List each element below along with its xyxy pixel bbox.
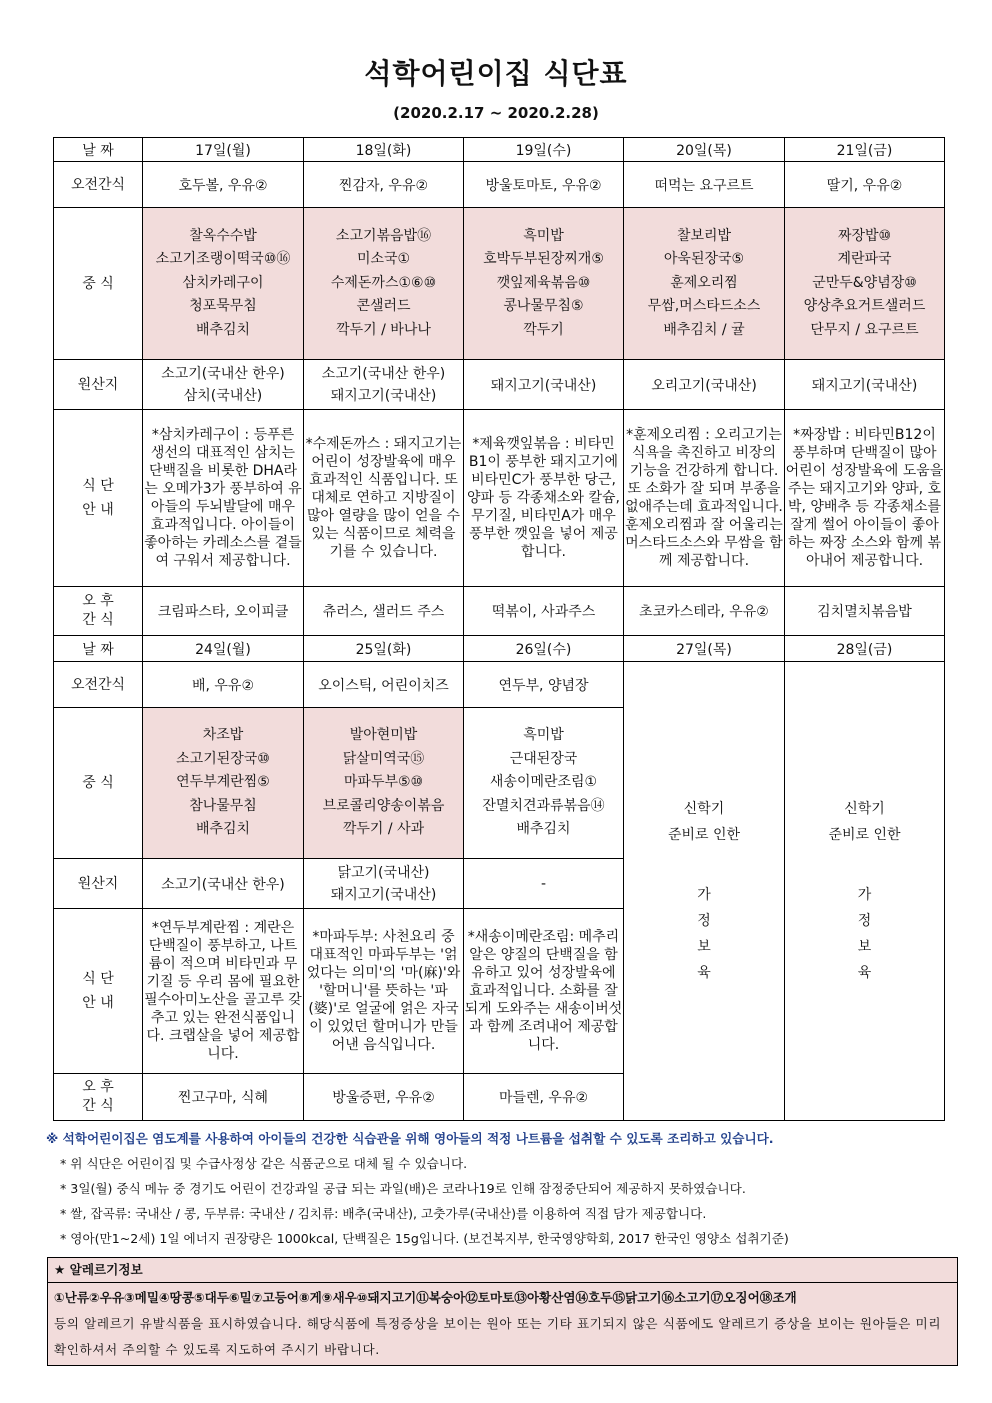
menu-item: 호박두부된장찌개⑤ xyxy=(483,251,604,268)
menu-item: 차조밥 xyxy=(202,727,244,744)
origin-item: 오리고기(국내산) xyxy=(651,377,757,394)
menu-item: 흑미밥 xyxy=(523,727,564,744)
menu-item: 찰보리밥 xyxy=(676,227,732,244)
menu-item: 양상추요거트샐러드 xyxy=(803,298,926,315)
menu-item: 미소국① xyxy=(356,251,411,268)
date-label: 날 짜 xyxy=(54,138,143,162)
menu-item: 찰옥수수밥 xyxy=(189,227,257,244)
closed-char: 정 xyxy=(857,913,872,929)
menu-item: 짜장밥⑩ xyxy=(837,227,892,244)
origin-cell xyxy=(785,360,945,410)
closed-char: 보 xyxy=(857,939,872,955)
am-snack-cell: 방울토마토, 우유② xyxy=(464,162,624,208)
note-item: * 3일(월) 중식 메뉴 중 경기도 어린이 건강과일 공급 되는 과일(배)은 코라나19로 인해 잠정중단되어 제공하지 못하였습니다. xyxy=(60,1181,746,1196)
closed-char: 정 xyxy=(697,913,711,929)
closed-line: 신학기 xyxy=(683,801,725,817)
menu-item: 소고기볶음밥⑯ xyxy=(335,227,432,244)
guide-cell: *연두부계란찜 : 계란은 단백질이 풍부하고, 나트륨이 적으며 비타민과 무기질 등 우리 몸에 필요한 필수아미노산을 골고루 갖추고 있는 완전식품입니다. 크랩살을 넣어 제공합니다. xyxy=(143,909,304,1074)
notes-section xyxy=(46,1127,956,1251)
menu-item: 새송이메란조림① xyxy=(489,774,598,791)
week1-pm-snack-row xyxy=(54,587,945,636)
closed-line: 신학기 xyxy=(844,801,885,817)
origin-item: 소고기(국내산 한우) xyxy=(161,365,285,382)
origin-item: 닭고기(국내산) xyxy=(337,864,430,881)
closed-char: 육 xyxy=(857,965,872,981)
day-header: 19일(수) xyxy=(464,138,624,162)
am-snack-cell: 호두볼, 우유② xyxy=(143,162,304,208)
menu-item: 계란파국 xyxy=(837,251,892,268)
pm-snack-cell: 크림파스타, 오이피클 xyxy=(143,587,304,636)
day-header: 27일(목) xyxy=(624,636,785,662)
week1-lunch-row xyxy=(54,208,945,360)
guide-label-line: 안 내 xyxy=(82,995,114,1011)
menu-table xyxy=(53,137,945,1121)
pm-snack-label xyxy=(54,587,143,636)
day-header: 20일(목) xyxy=(624,138,785,162)
lunch-cell xyxy=(464,708,624,859)
menu-item: 콘샐러드 xyxy=(356,298,411,315)
day-header: 18일(화) xyxy=(304,138,464,162)
am-snack-cell: 연두부, 양념장 xyxy=(464,662,624,708)
closed-notice-thu xyxy=(624,662,785,1121)
origin-cell xyxy=(143,859,304,909)
am-snack-cell: 딸기, 우유② xyxy=(785,162,945,208)
guide-cell: *제육깻잎볶음 : 비타민 B1이 풍부한 돼지고기에 비타민C가 풍부한 당근, 양파 등 각종채소와 칼슘, 무기질, 비타민A가 매우 풍부한 깻잎을 넣어 제공합니다. xyxy=(464,410,624,587)
menu-item: 콩나물무침⑤ xyxy=(503,298,584,315)
week2-am-snack-row xyxy=(54,662,945,708)
lunch-cell xyxy=(785,208,945,360)
guide-label-line: 안 내 xyxy=(82,502,114,518)
origin-item: 돼지고기(국내산) xyxy=(490,377,597,394)
origin-item: 돼지고기(국내산) xyxy=(330,387,437,404)
menu-item: 소고기조랭이떡국⑩⑯ xyxy=(155,251,291,268)
origin-cell xyxy=(304,859,464,909)
lunch-cell xyxy=(143,208,304,360)
allergy-body xyxy=(48,1283,957,1365)
lunch-label: 중 식 xyxy=(54,708,143,859)
origin-cell xyxy=(624,360,785,410)
day-header: 28일(금) xyxy=(785,636,945,662)
allergy-list: ①난류②우유③메밀④땅콩⑤대두⑥밀⑦고등어⑧게⑨새우⑩돼지고기⑪복숭아⑫토마토⑬아황산염⑭호두⑮닭고기⑯소고기⑰오징어⑱조개 xyxy=(54,1290,797,1305)
menu-item: 훈제오리찜 xyxy=(670,274,738,291)
origin-item: 돼지고기(국내산) xyxy=(811,377,918,394)
menu-item: 배추김치 xyxy=(195,321,251,338)
allergy-title: ★ 알레르기정보 xyxy=(48,1258,957,1283)
menu-item: 단무지 / 요구르트 xyxy=(810,321,919,338)
menu-item: 깍두기 / 바나나 xyxy=(336,321,431,338)
guide-cell: *새송이메란조림: 메추리알은 양질의 단백질을 함유하고 있어 성장발육에 효과적입니다. 소화를 잘되게 도와주는 새송이버섯과 함께 조려내어 제공합니다. xyxy=(464,909,624,1074)
menu-item: 군만두&양념장⑩ xyxy=(812,274,917,291)
day-header: 21일(금) xyxy=(785,138,945,162)
guide-label xyxy=(54,909,143,1074)
guide-cell: *수제돈까스 : 돼지고기는 어린이 성장발육에 매우 효과적인 식품입니다. 또 대체로 연하고 지방질이 많아 열량을 많이 얻을 수 있는 식품이므로 체력을 기를 수 있습니다. xyxy=(304,410,464,587)
menu-item: 근대된장국 xyxy=(509,750,578,767)
guide-cell: *훈제오리찜 : 오리고기는 식욕을 촉진하고 비장의 기능을 건강하게 합니다. 또 소화가 잘 되며 부종을 없애주는데 효과적입니다. 훈제오리찜과 잘 어울리는 머스타드소스와 무쌈을 함께 제공합니다. xyxy=(624,410,785,587)
am-snack-label: 오전간식 xyxy=(54,162,143,208)
guide-label-line: 식 단 xyxy=(82,971,114,987)
origin-cell xyxy=(464,360,624,410)
menu-item: 소고기된장국⑩ xyxy=(176,750,270,767)
lunch-cell xyxy=(143,708,304,859)
pm-snack-cell: 떡볶이, 사과주스 xyxy=(464,587,624,636)
lunch-label: 중 식 xyxy=(54,208,143,360)
closed-char: 육 xyxy=(697,965,711,981)
week1-guide-row xyxy=(54,410,945,587)
closed-line: 준비로 인한 xyxy=(667,827,741,843)
lunch-cell xyxy=(304,208,464,360)
menu-item: 참나물무침 xyxy=(189,797,257,814)
am-snack-cell: 찐감자, 우유② xyxy=(304,162,464,208)
pm-snack-cell: 츄러스, 샐러드 주스 xyxy=(304,587,464,636)
origin-item: - xyxy=(540,875,547,892)
menu-item: 닭살미역국⑮ xyxy=(342,750,425,767)
origin-cell xyxy=(464,859,624,909)
pm-snack-cell: 초코카스테라, 우유② xyxy=(624,587,785,636)
allergy-box xyxy=(47,1257,958,1366)
menu-item: 배추김치 xyxy=(195,821,251,838)
origin-item: 소고기(국내산 한우) xyxy=(161,876,285,893)
week1-date-row xyxy=(54,138,945,162)
origin-cell xyxy=(304,360,464,410)
menu-item: 연두부계란찜⑤ xyxy=(176,774,270,791)
menu-item: 마파두부⑤⑩ xyxy=(343,774,424,791)
allergy-text: 등의 알레르기 유발식품을 표시하였습니다. 해당식품에 특정증상을 보이는 원아 또는 기타 표기되지 않은 식품에도 알레르기 증상을 보이는 원아들은 미리 확인하셔서 주의할 수 있도록 지도하여 주시기 바랍니다. xyxy=(54,1316,942,1357)
pm-snack-cell: 찐고구마, 식혜 xyxy=(143,1074,304,1121)
menu-item: 배추김치 xyxy=(516,821,571,838)
lunch-cell xyxy=(624,208,785,360)
menu-item: 수제돈까스①⑥⑩ xyxy=(330,274,437,291)
day-header: 24일(월) xyxy=(143,636,304,662)
menu-item: 깍두기 xyxy=(523,321,564,338)
pm-snack-label xyxy=(54,1074,143,1121)
menu-item: 발아현미밥 xyxy=(349,727,418,744)
origin-item: 돼지고기(국내산) xyxy=(330,886,437,903)
day-header: 17일(월) xyxy=(143,138,304,162)
origin-label: 원산지 xyxy=(54,360,143,410)
lunch-cell xyxy=(464,208,624,360)
closed-line: 준비로 인한 xyxy=(828,827,901,843)
note-item: * 쌀, 잡곡류: 국내산 / 콩, 두부류: 국내산 / 김치류: 배추(국내산), 고춧가루(국내산)를 이용하여 직접 담가 제공합니다. xyxy=(60,1206,707,1221)
salt-notice: ※ 석학어린이집은 염도계를 사용하여 아이들의 건강한 식습관을 위해 영아들의 적정 나트륨을 섭취할 수 있도록 조리하고 있습니다. xyxy=(46,1131,774,1146)
origin-label: 원산지 xyxy=(54,859,143,909)
pm-snack-label-line: 간 식 xyxy=(82,1098,114,1114)
menu-item: 브로콜리양송이볶음 xyxy=(322,797,445,814)
pm-snack-cell: 방울증편, 우유② xyxy=(304,1074,464,1121)
lunch-cell xyxy=(304,708,464,859)
menu-item: 깍두기 / 사과 xyxy=(342,821,425,838)
note-item: * 위 식단은 어린이집 및 수급사정상 같은 식품군으로 대체 될 수 있습니다. xyxy=(60,1156,468,1171)
pm-snack-label-line: 간 식 xyxy=(82,612,114,628)
week1-origin-row xyxy=(54,360,945,410)
guide-label-line: 식 단 xyxy=(82,478,114,494)
period-subtitle: (2020.2.17 ~ 2020.2.28) xyxy=(393,104,599,122)
menu-item: 청포묵무침 xyxy=(189,298,257,315)
menu-item: 삼치카레구이 xyxy=(182,274,264,291)
page-title: 석학어린이집 식단표 xyxy=(364,57,628,90)
closed-char: 가 xyxy=(697,887,711,903)
origin-item: 삼치(국내산) xyxy=(183,387,263,404)
menu-item: 깻잎제육볶음⑩ xyxy=(496,274,591,291)
am-snack-cell: 떠먹는 요구르트 xyxy=(624,162,785,208)
week2-date-row xyxy=(54,636,945,662)
pm-snack-label-line: 오 후 xyxy=(82,1079,114,1095)
menu-item: 배추김치 / 귤 xyxy=(663,321,745,338)
guide-label xyxy=(54,410,143,587)
day-header: 26일(수) xyxy=(464,636,624,662)
origin-cell xyxy=(143,360,304,410)
closed-char: 보 xyxy=(697,939,711,955)
date-label: 날 짜 xyxy=(54,636,143,662)
am-snack-cell: 배, 우유② xyxy=(143,662,304,708)
menu-item: 무쌈,머스타드소스 xyxy=(647,298,761,315)
guide-cell: *삼치카레구이 : 등푸른 생선의 대표적인 삼치는 단백질을 비롯한 DHA라는 오메가3가 풍부하여 유아들의 두뇌발달에 매우 효과적입니다. 아이들이 좋아하는 카레소스를 곁들여 구워서 제공합니다. xyxy=(143,410,304,587)
note-item: * 영아(만1~2세) 1일 에너지 권장량은 1000kcal, 단백질은 15g입니다. (보건복지부, 한국영양학회, 2017 한국인 영양소 섭취기준) xyxy=(60,1231,789,1246)
closed-notice-fri xyxy=(785,662,945,1121)
pm-snack-cell: 마들렌, 우유② xyxy=(464,1074,624,1121)
am-snack-cell: 오이스틱, 어린이치즈 xyxy=(304,662,464,708)
origin-item: 소고기(국내산 한우) xyxy=(321,365,446,382)
week1-am-snack-row xyxy=(54,162,945,208)
menu-item: 흑미밥 xyxy=(523,227,564,244)
guide-cell: *마파두부: 사천요리 중 대표적인 마파두부는 '얽었다는 의미'의 '마(麻)'와 '할머니'를 뜻하는 '파(婆)'로 얼굴에 얽은 자국이 있었던 할머니가 만들어낸 음식입니다. xyxy=(304,909,464,1074)
pm-snack-cell: 김치멸치볶음밥 xyxy=(785,587,945,636)
guide-cell: *짜장밥 : 비타민B12이 풍부하며 단백질이 많아 어린이 성장발육에 도움을 주는 돼지고기와 양파, 호박, 양배추 등 각종채소를 잘게 썰어 아이들이 좋아하는 짜장 소스와 함께 볶아내어 제공합니다. xyxy=(785,410,945,587)
am-snack-label: 오전간식 xyxy=(54,662,143,708)
pm-snack-label-line: 오 후 xyxy=(82,593,114,609)
menu-item: 잔멸치견과류볶음⑭ xyxy=(482,797,605,814)
day-header: 25일(화) xyxy=(304,636,464,662)
menu-item: 아욱된장국⑤ xyxy=(663,251,745,268)
closed-char: 가 xyxy=(857,887,872,903)
